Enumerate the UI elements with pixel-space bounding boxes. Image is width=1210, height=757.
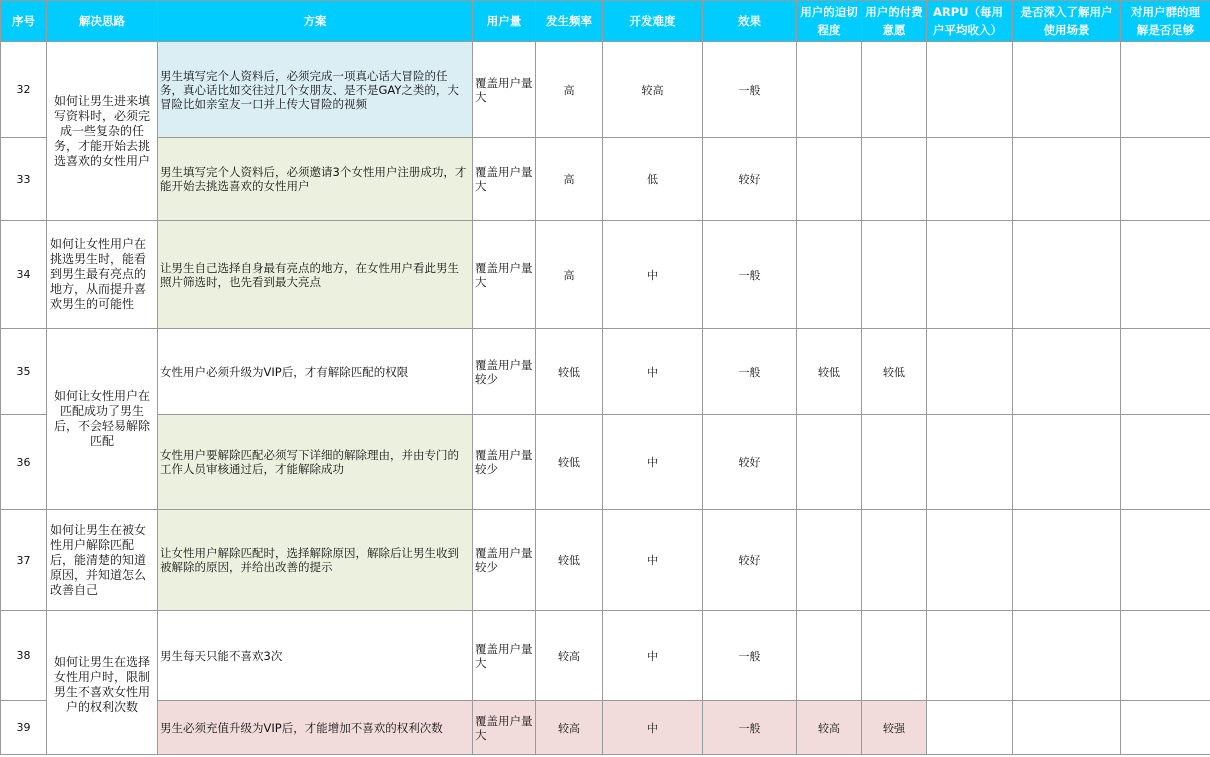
- idea-cell[interactable]: 如何让男生进来填写资料时，必须完成一些复杂的任务，才能开始去挑选喜欢的女性用户: [47, 42, 158, 221]
- urgency-cell[interactable]: [797, 42, 862, 138]
- frequency-cell[interactable]: 较低: [536, 329, 603, 415]
- urgency-cell[interactable]: [797, 138, 862, 221]
- scenario-cell[interactable]: [1013, 329, 1121, 415]
- arpu-cell[interactable]: [927, 611, 1013, 701]
- scenario-cell[interactable]: [1013, 415, 1121, 510]
- difficulty-cell[interactable]: 较高: [603, 42, 703, 138]
- table-row: [1, 611, 1210, 701]
- understanding-cell[interactable]: [1121, 329, 1210, 415]
- willingness-cell[interactable]: [862, 510, 927, 611]
- arpu-cell[interactable]: [927, 329, 1013, 415]
- frequency-cell[interactable]: 较高: [536, 611, 603, 701]
- understanding-cell[interactable]: [1121, 510, 1210, 611]
- frequency-cell[interactable]: 高: [536, 221, 603, 329]
- row-index[interactable]: 32: [1, 42, 47, 138]
- effect-cell[interactable]: 一般: [703, 701, 797, 755]
- header-urgency[interactable]: [797, 1, 862, 42]
- difficulty-cell[interactable]: 中: [603, 415, 703, 510]
- difficulty-cell[interactable]: 中: [603, 510, 703, 611]
- difficulty-cell[interactable]: 中: [603, 611, 703, 701]
- difficulty-cell[interactable]: 低: [603, 138, 703, 221]
- frequency-cell[interactable]: 高: [536, 42, 603, 138]
- header-plan[interactable]: 方案: [158, 1, 473, 42]
- frequency-cell[interactable]: 较高: [536, 701, 603, 755]
- row-index[interactable]: 35: [1, 329, 47, 415]
- row-index[interactable]: 36: [1, 415, 47, 510]
- header-willingness[interactable]: [862, 1, 927, 42]
- plan-cell[interactable]: 让女性用户解除匹配时，选择解除原因，解除后让男生收到被解除的原因，并给出改善的提示: [158, 510, 473, 611]
- table-row: [1, 701, 1210, 755]
- header-scenario[interactable]: [1013, 1, 1121, 42]
- urgency-cell[interactable]: 较低: [797, 329, 862, 415]
- header-willingness-line1: 用户的付费: [865, 5, 923, 19]
- understanding-cell[interactable]: [1121, 221, 1210, 329]
- users-cell[interactable]: 覆盖用户量大: [473, 701, 536, 755]
- users-cell[interactable]: 覆盖用户量较少: [473, 329, 536, 415]
- users-cell[interactable]: 覆盖用户量大: [473, 42, 536, 138]
- header-idea[interactable]: 解决思路: [47, 1, 158, 42]
- understanding-cell[interactable]: [1121, 42, 1210, 138]
- scenario-cell[interactable]: [1013, 510, 1121, 611]
- arpu-cell[interactable]: [927, 510, 1013, 611]
- plan-cell[interactable]: 男生填写完个人资料后，必须邀请3个女性用户注册成功，才能开始去挑选喜欢的女性用户: [158, 138, 473, 221]
- arpu-cell[interactable]: [927, 42, 1013, 138]
- table-row: [1, 42, 1210, 138]
- header-arpu[interactable]: [927, 1, 1013, 42]
- willingness-cell[interactable]: [862, 42, 927, 138]
- plan-cell[interactable]: 女性用户必须升级为VIP后，才有解除匹配的权限: [158, 329, 473, 415]
- header-arpu-line2: 户平均收入）: [933, 23, 1002, 37]
- row-index[interactable]: 39: [1, 701, 47, 755]
- arpu-cell[interactable]: [927, 221, 1013, 329]
- header-understanding-line2: 解是否足够: [1136, 23, 1195, 37]
- idea-cell[interactable]: 如何让男生在被女性用户解除匹配后，能清楚的知道原因，并知道怎么改善自己: [47, 510, 158, 611]
- understanding-cell[interactable]: [1121, 138, 1210, 221]
- urgency-cell[interactable]: [797, 510, 862, 611]
- row-index[interactable]: 37: [1, 510, 47, 611]
- difficulty-cell[interactable]: 中: [603, 329, 703, 415]
- header-effect[interactable]: 效果: [703, 1, 797, 42]
- understanding-cell[interactable]: [1121, 611, 1210, 701]
- willingness-cell[interactable]: [862, 138, 927, 221]
- effect-cell[interactable]: 一般: [703, 329, 797, 415]
- effect-cell[interactable]: 较好: [703, 510, 797, 611]
- users-cell[interactable]: 覆盖用户量大: [473, 611, 536, 701]
- effect-cell[interactable]: 一般: [703, 221, 797, 329]
- header-understanding[interactable]: [1121, 1, 1210, 42]
- arpu-cell[interactable]: [927, 701, 1013, 755]
- idea-cell[interactable]: 如何让男生在选择女性用户时，限制男生不喜欢女性用户的权利次数: [47, 611, 158, 755]
- header-users[interactable]: 用户量: [473, 1, 536, 42]
- plan-cell[interactable]: 男生每天只能不喜欢3次: [158, 611, 473, 701]
- urgency-cell[interactable]: 较高: [797, 701, 862, 755]
- effect-cell[interactable]: 一般: [703, 42, 797, 138]
- frequency-cell[interactable]: 较低: [536, 415, 603, 510]
- header-urgency-line1: 用户的迫切: [800, 5, 858, 19]
- table-row: [1, 415, 1210, 510]
- header-index[interactable]: 序号: [1, 1, 47, 42]
- plan-cell[interactable]: 让男生自己选择自身最有亮点的地方，在女性用户看此男生照片筛选时，也先看到最大亮点: [158, 221, 473, 329]
- header-urgency-line2: 程度: [817, 23, 841, 37]
- plan-cell[interactable]: 女性用户要解除匹配必须写下详细的解除理由，并由专门的工作人员审核通过后，才能解除成功: [158, 415, 473, 510]
- willingness-cell[interactable]: [862, 611, 927, 701]
- header-row: [1, 1, 1210, 42]
- effect-cell[interactable]: 一般: [703, 611, 797, 701]
- frequency-cell[interactable]: 高: [536, 138, 603, 221]
- users-cell[interactable]: 覆盖用户量较少: [473, 415, 536, 510]
- table-row: [1, 221, 1210, 329]
- header-arpu-line1: ARPU（每用: [933, 5, 1004, 19]
- header-scenario-line1: 是否深入了解用户: [1020, 5, 1113, 19]
- effect-cell[interactable]: 较好: [703, 138, 797, 221]
- users-cell[interactable]: 覆盖用户量大: [473, 221, 536, 329]
- willingness-cell[interactable]: 较强: [862, 701, 927, 755]
- header-difficulty[interactable]: 开发难度: [603, 1, 703, 42]
- table-row: [1, 329, 1210, 415]
- plan-cell[interactable]: 男生填写完个人资料后，必须完成一项真心话大冒险的任务，真心话比如交往过几个女朋友、是不是GAY之类的，大冒险比如亲室友一口并上传大冒险的视频: [158, 42, 473, 138]
- effect-cell[interactable]: 较好: [703, 415, 797, 510]
- arpu-cell[interactable]: [927, 415, 1013, 510]
- users-cell[interactable]: 覆盖用户量大: [473, 138, 536, 221]
- header-understanding-line1: 对用户群的理: [1131, 5, 1200, 19]
- urgency-cell[interactable]: [797, 415, 862, 510]
- scenario-cell[interactable]: [1013, 701, 1121, 755]
- table-row: [1, 510, 1210, 611]
- table-row: [1, 138, 1210, 221]
- frequency-cell[interactable]: 较低: [536, 510, 603, 611]
- willingness-cell[interactable]: [862, 221, 927, 329]
- scenario-cell[interactable]: [1013, 138, 1121, 221]
- urgency-cell[interactable]: [797, 221, 862, 329]
- plan-cell[interactable]: 男生必须充值升级为VIP后，才能增加不喜欢的权利次数: [158, 701, 473, 755]
- users-cell[interactable]: 覆盖用户量较少: [473, 510, 536, 611]
- header-willingness-line2: 意愿: [882, 23, 906, 37]
- header-frequency[interactable]: 发生频率: [536, 1, 603, 42]
- idea-cell[interactable]: 如何让女性用户在匹配成功了男生后，不会轻易解除匹配: [47, 329, 158, 510]
- understanding-cell[interactable]: [1121, 701, 1210, 755]
- difficulty-cell[interactable]: 中: [603, 221, 703, 329]
- idea-cell[interactable]: 如何让女性用户在挑选男生时，能看到男生最有亮点的地方，从而提升喜欢男生的可能性: [47, 221, 158, 329]
- willingness-cell[interactable]: [862, 415, 927, 510]
- row-index[interactable]: 38: [1, 611, 47, 701]
- difficulty-cell[interactable]: 中: [603, 701, 703, 755]
- scenario-cell[interactable]: [1013, 611, 1121, 701]
- understanding-cell[interactable]: [1121, 415, 1210, 510]
- row-index[interactable]: 33: [1, 138, 47, 221]
- row-index[interactable]: 34: [1, 221, 47, 329]
- urgency-cell[interactable]: [797, 611, 862, 701]
- header-scenario-line2: 使用场景: [1043, 23, 1090, 37]
- scenario-cell[interactable]: [1013, 42, 1121, 138]
- willingness-cell[interactable]: 较低: [862, 329, 927, 415]
- arpu-cell[interactable]: [927, 138, 1013, 221]
- scenario-cell[interactable]: [1013, 221, 1121, 329]
